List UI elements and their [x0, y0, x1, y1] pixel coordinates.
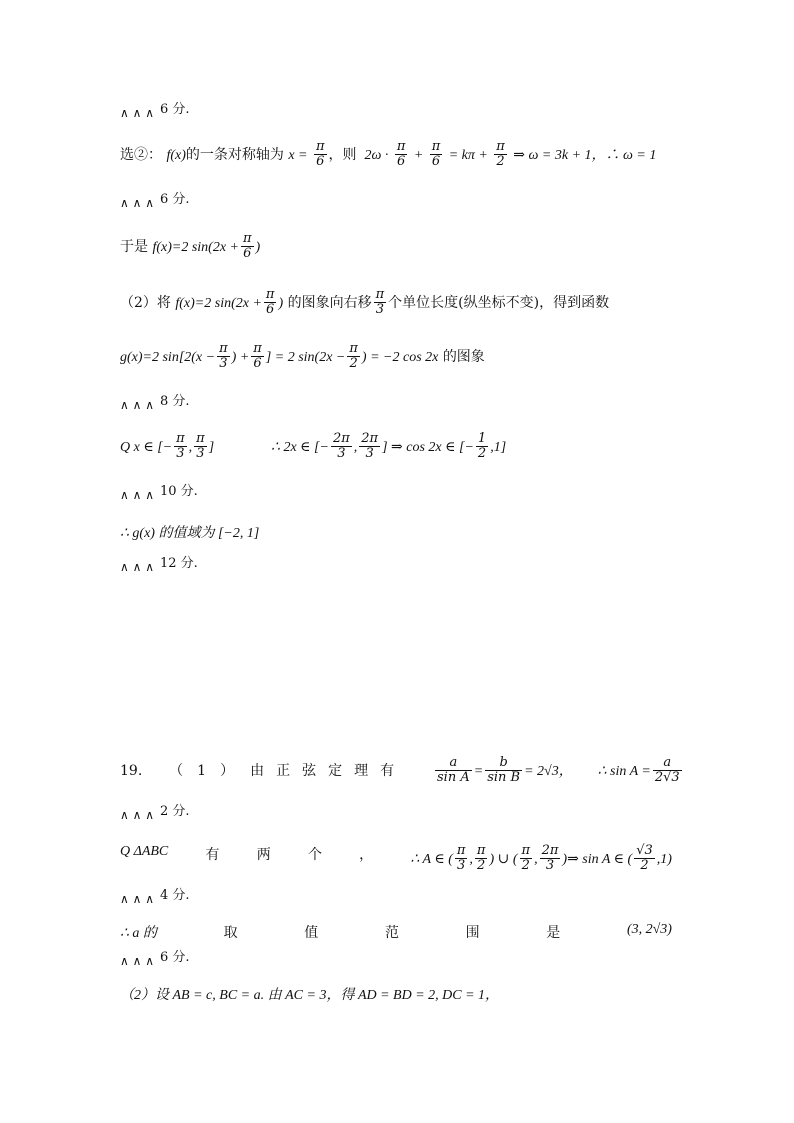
fraction: $\frac{1}{2}$ [477, 431, 487, 462]
fraction: $\frac{a}{2√3}$ [654, 755, 680, 786]
text: 的图象 [442, 348, 485, 365]
char: 弦 [302, 762, 317, 779]
math-expr: ⇒ sin A ∈ ( [567, 851, 633, 867]
math-fx: f(x) [166, 147, 186, 163]
fraction: $\frac{\pi}{3}$ [219, 341, 228, 372]
char: 由 [250, 762, 265, 779]
conclusion-line: 于是 f(x)=2 sin(2x + $\frac{\pi}{6}$ ) [120, 231, 261, 262]
math-x-eq: x = [288, 147, 308, 163]
text: （2）将 [120, 294, 171, 311]
score-value: 4 分. [159, 888, 190, 903]
math-expr: (3, 2√3) [626, 922, 672, 937]
score-mark: ∧ ∧ ∧ [120, 488, 154, 502]
g-function-line: g(x)=2 sin[2(x − $\frac{\pi}{3}$ ) + $\frac{\pi}{6}$ ] = 2 sin(2x − $\frac{\pi}{2}$ ) = −2 cos 2x 的图象 [120, 341, 485, 372]
text: ，则 [328, 146, 357, 163]
fraction: $\frac{\pi}{6}$ [396, 139, 406, 170]
score-mark: ∧ ∧ ∧ [120, 892, 154, 906]
math-expr: Q x ∈ [− [120, 439, 173, 455]
word: 两 [256, 847, 271, 863]
fraction: $\frac{\pi}{3}$ [375, 287, 385, 318]
math-expr: = 2√3， [524, 763, 573, 779]
fraction: $\frac{\pi}{6}$ [243, 231, 252, 262]
fraction: $\frac{√3}{2}$ [636, 843, 653, 874]
score-mark: ∧ ∧ ∧ [120, 560, 154, 574]
word: 围 [465, 925, 480, 941]
score-marker-1 [120, 98, 190, 120]
word: 取 [223, 925, 238, 941]
score-mark: ∧ ∧ ∧ [120, 808, 154, 822]
score-marker-7 [120, 884, 190, 906]
char: （ [169, 762, 184, 779]
fraction: $\frac{\pi}{2}$ [349, 341, 358, 372]
math-expr: ) = −2 cos 2x [361, 349, 439, 365]
char: ） [220, 762, 235, 779]
fraction: $\frac{a}{\text{sin A}}$ [437, 755, 470, 786]
score-mark: ∧ ∧ ∧ [120, 954, 154, 968]
fraction: $\frac{\pi}{2}$ [496, 139, 505, 170]
math-expr: Q ΔABC [120, 844, 169, 859]
option-2-line: 选②： f(x)的一条对称轴为 x = $\frac{\pi}{6}$ ，则 2ω · $\frac{\pi}{6}$ + $\frac{\pi}{6}$ = kπ + $\frac{\pi}{2}$ ⇒ ω = 3k + 1，∴ ω = 1 [120, 139, 657, 170]
math-expr: ] = 2 sin(2x − [265, 349, 346, 365]
word: ∴ a 的 [120, 926, 157, 941]
score-marker-8 [120, 946, 190, 968]
score-value: 2 分. [159, 804, 190, 819]
score-value: 8 分. [159, 394, 190, 409]
text: 个单位长度(纵坐标不变)，得到函数 [388, 294, 610, 311]
fraction: $\frac{\pi}{3}$ [176, 431, 185, 462]
text: 的一条对称轴为 [185, 146, 284, 163]
score-marker-2 [120, 188, 190, 210]
question-number: 19. [120, 762, 143, 779]
score-value: 6 分. [159, 950, 190, 965]
domain-line: Q x ∈ [− $\frac{\pi}{3}$ , $\frac{\pi}{3}$ ] ∴ 2x ∈ [− $\frac{2\pi}{3}$ , $\frac{2\pi}{3}$ ] ⇒ cos 2x ∈ [− $\frac{1}{2}$ ,1] [120, 431, 507, 462]
fraction: $\frac{\pi}{2}$ [521, 843, 531, 874]
option-label: 选②： [120, 146, 162, 163]
score-marker-5 [120, 552, 198, 574]
math-expr: f(x)=2 sin(2x + [152, 239, 239, 255]
fraction: $\frac{2\pi}{3}$ [332, 431, 350, 462]
triangle-line [120, 844, 672, 874]
fraction: $\frac{2\pi}{3}$ [541, 843, 559, 874]
math-expr: g(x)=2 sin[2(x − [120, 349, 216, 365]
score-mark: ∧ ∧ ∧ [120, 106, 154, 120]
score-marker-4 [120, 480, 198, 502]
part-2-line: （2）将 f(x)=2 sin(2x + $\frac{\pi}{6}$ ) 的图象向右移 $\frac{\pi}{3}$ 个单位长度(纵坐标不变)，得到函数 [120, 287, 610, 318]
fraction: $\frac{\pi}{6}$ [431, 139, 441, 170]
fraction: $\frac{\pi}{6}$ [265, 287, 275, 318]
fraction: $\frac{\pi}{3}$ [456, 843, 466, 874]
char: 定 [328, 762, 343, 779]
word: 个 [307, 847, 322, 863]
math-expr: ] ⇒ cos 2x ∈ [− [382, 439, 474, 455]
word: 值 [304, 925, 319, 941]
word: 是 [546, 925, 561, 941]
fraction: $\frac{2\pi}{3}$ [361, 431, 379, 462]
math-expr: ∴ A ∈ ( [410, 851, 453, 867]
math-expr: ,1) [656, 851, 672, 867]
math-expr: f(x)=2 sin(2x + [175, 295, 262, 311]
score-value: 10 分. [159, 484, 198, 499]
score-value: 6 分. [159, 102, 190, 117]
question-19-line: 19. （ 1 ） 由 正 弦 定 理 有 $\frac{a}{\text{sin A}}$ = $\frac{b}{\text{sin B}}$ = 2√3， ∴ sin A = $\frac{a}{2√3}$ [120, 755, 680, 786]
score-value: 12 分. [159, 556, 198, 571]
part-2-setup-line [120, 984, 499, 1004]
score-value: 6 分. [159, 192, 190, 207]
math-expr: ∴ 2x ∈ [− [271, 439, 329, 455]
range-line [120, 522, 259, 542]
score-mark: ∧ ∧ ∧ [120, 398, 154, 412]
math-expr: ∴ sin A = [597, 763, 651, 779]
fraction: $\frac{\pi}{6}$ [253, 341, 262, 372]
math-expr: 2ω · [360, 147, 389, 163]
score-marker-3 [120, 390, 190, 412]
score-marker-6 [120, 800, 190, 822]
char: 正 [276, 762, 291, 779]
word: ， [359, 847, 374, 863]
fraction: $\frac{\pi}{6}$ [315, 139, 325, 170]
score-mark: ∧ ∧ ∧ [120, 196, 154, 210]
math-expr: ∴ g(x) 的值域为 [−2, 1] [120, 526, 260, 541]
word: 有 [205, 847, 220, 863]
a-range-line [120, 922, 672, 942]
text: 的图象向右移 [287, 294, 372, 311]
fraction: $\frac{\pi}{3}$ [196, 431, 205, 462]
char: 理 [354, 762, 369, 779]
char: 1 [197, 762, 207, 779]
math-expr: （2）设 AB = c, BC = a. 由 AC = 3，得 AD = BD = 2, DC = 1， [120, 988, 500, 1003]
fraction: $\frac{b}{\text{sin B}}$ [487, 755, 521, 786]
word: 范 [384, 925, 399, 941]
math-expr: ,1] [490, 439, 507, 455]
text: 于是 [120, 238, 148, 255]
char: 有 [380, 762, 395, 779]
fraction: $\frac{\pi}{2}$ [476, 843, 486, 874]
math-expr: ⇒ ω = 3k + 1，∴ ω = 1 [513, 147, 657, 163]
triangle-math: ∴ A ∈ ( $\frac{\pi}{3}$ , $\frac{\pi}{2}$ ) ∪ ( $\frac{\pi}{2}$ , $\frac{2\pi}{3}$ )⇒ sin A ∈ ( $\frac{√3}{2}$ ,1) [410, 843, 672, 874]
